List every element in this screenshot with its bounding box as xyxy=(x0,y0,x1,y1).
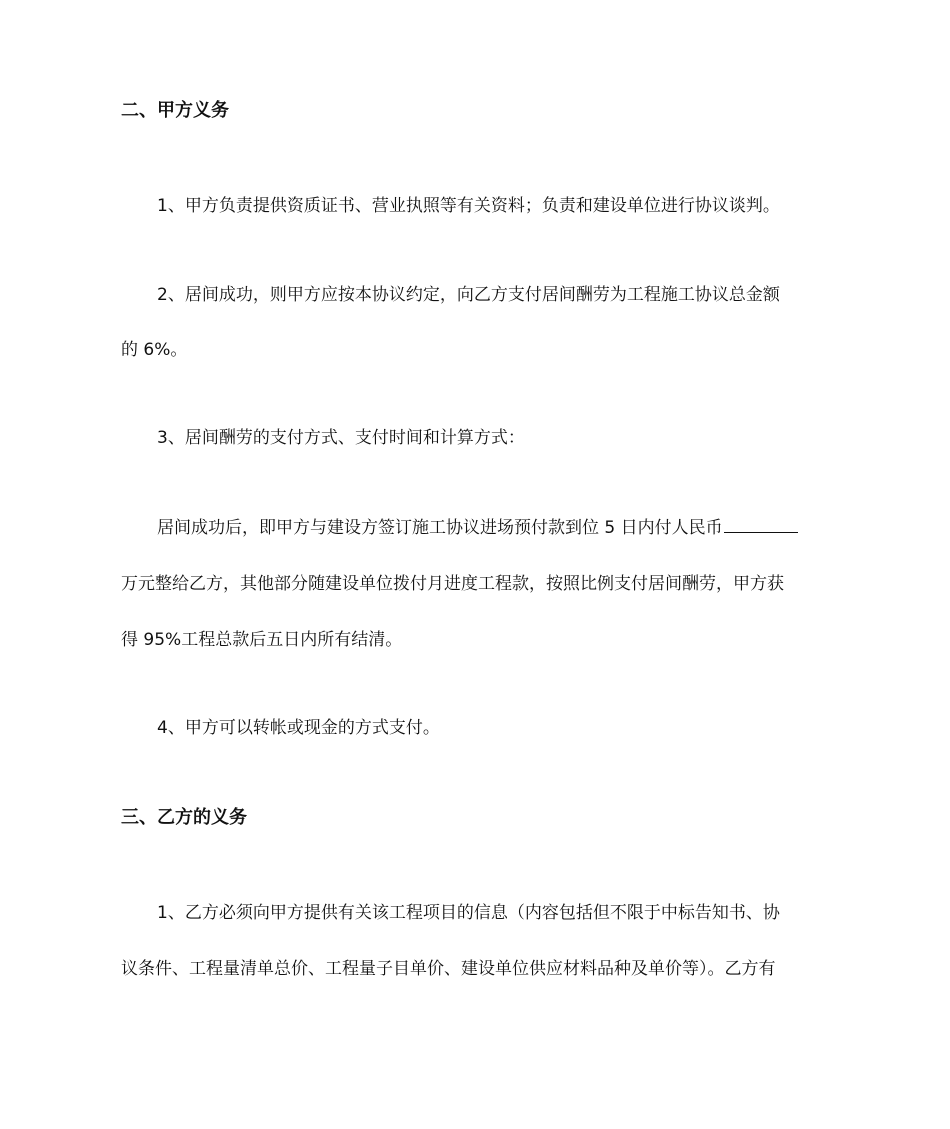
party-a-item-3: 3、居间酬劳的支付方式、支付时间和计算方式： xyxy=(157,428,525,448)
party-b-item-1-line-1: 1、乙方必须向甲方提供有关该工程项目的信息（内容包括但不限于中标告知书、协 xyxy=(157,903,780,923)
party-a-item-2-line-1: 2、居间成功，则甲方应按本协议约定，向乙方支付居间酬劳为工程施工协议总金额 xyxy=(157,285,780,305)
payment-paragraph-text: 居间成功后，即甲方与建设方签订施工协议进场预付款到位 5 日内付人民币 xyxy=(157,518,723,538)
payment-paragraph-line-3: 得 95%工程总款后五日内所有结清。 xyxy=(121,630,403,650)
party-a-item-4: 4、甲方可以转帐或现金的方式支付。 xyxy=(157,718,440,738)
party-a-item-2-line-2: 的 6%。 xyxy=(121,340,188,360)
party-a-item-1: 1、甲方负责提供资质证书、营业执照等有关资料；负责和建设单位进行协议谈判。 xyxy=(157,196,780,216)
payment-paragraph-line-2: 万元整给乙方，其他部分随建设单位拨付月进度工程款，按照比例支付居间酬劳，甲方获 xyxy=(121,574,784,594)
payment-paragraph-line-1 xyxy=(157,516,833,540)
section-heading-party-b-obligations: 三、乙方的义务 xyxy=(121,807,247,828)
party-b-item-1-line-2: 议条件、工程量清单总价、工程量子目单价、建设单位供应材料品种及单价等）。乙方有 xyxy=(121,959,776,979)
section-heading-party-a-obligations: 二、甲方义务 xyxy=(121,100,229,121)
amount-blank-underline xyxy=(724,518,798,533)
